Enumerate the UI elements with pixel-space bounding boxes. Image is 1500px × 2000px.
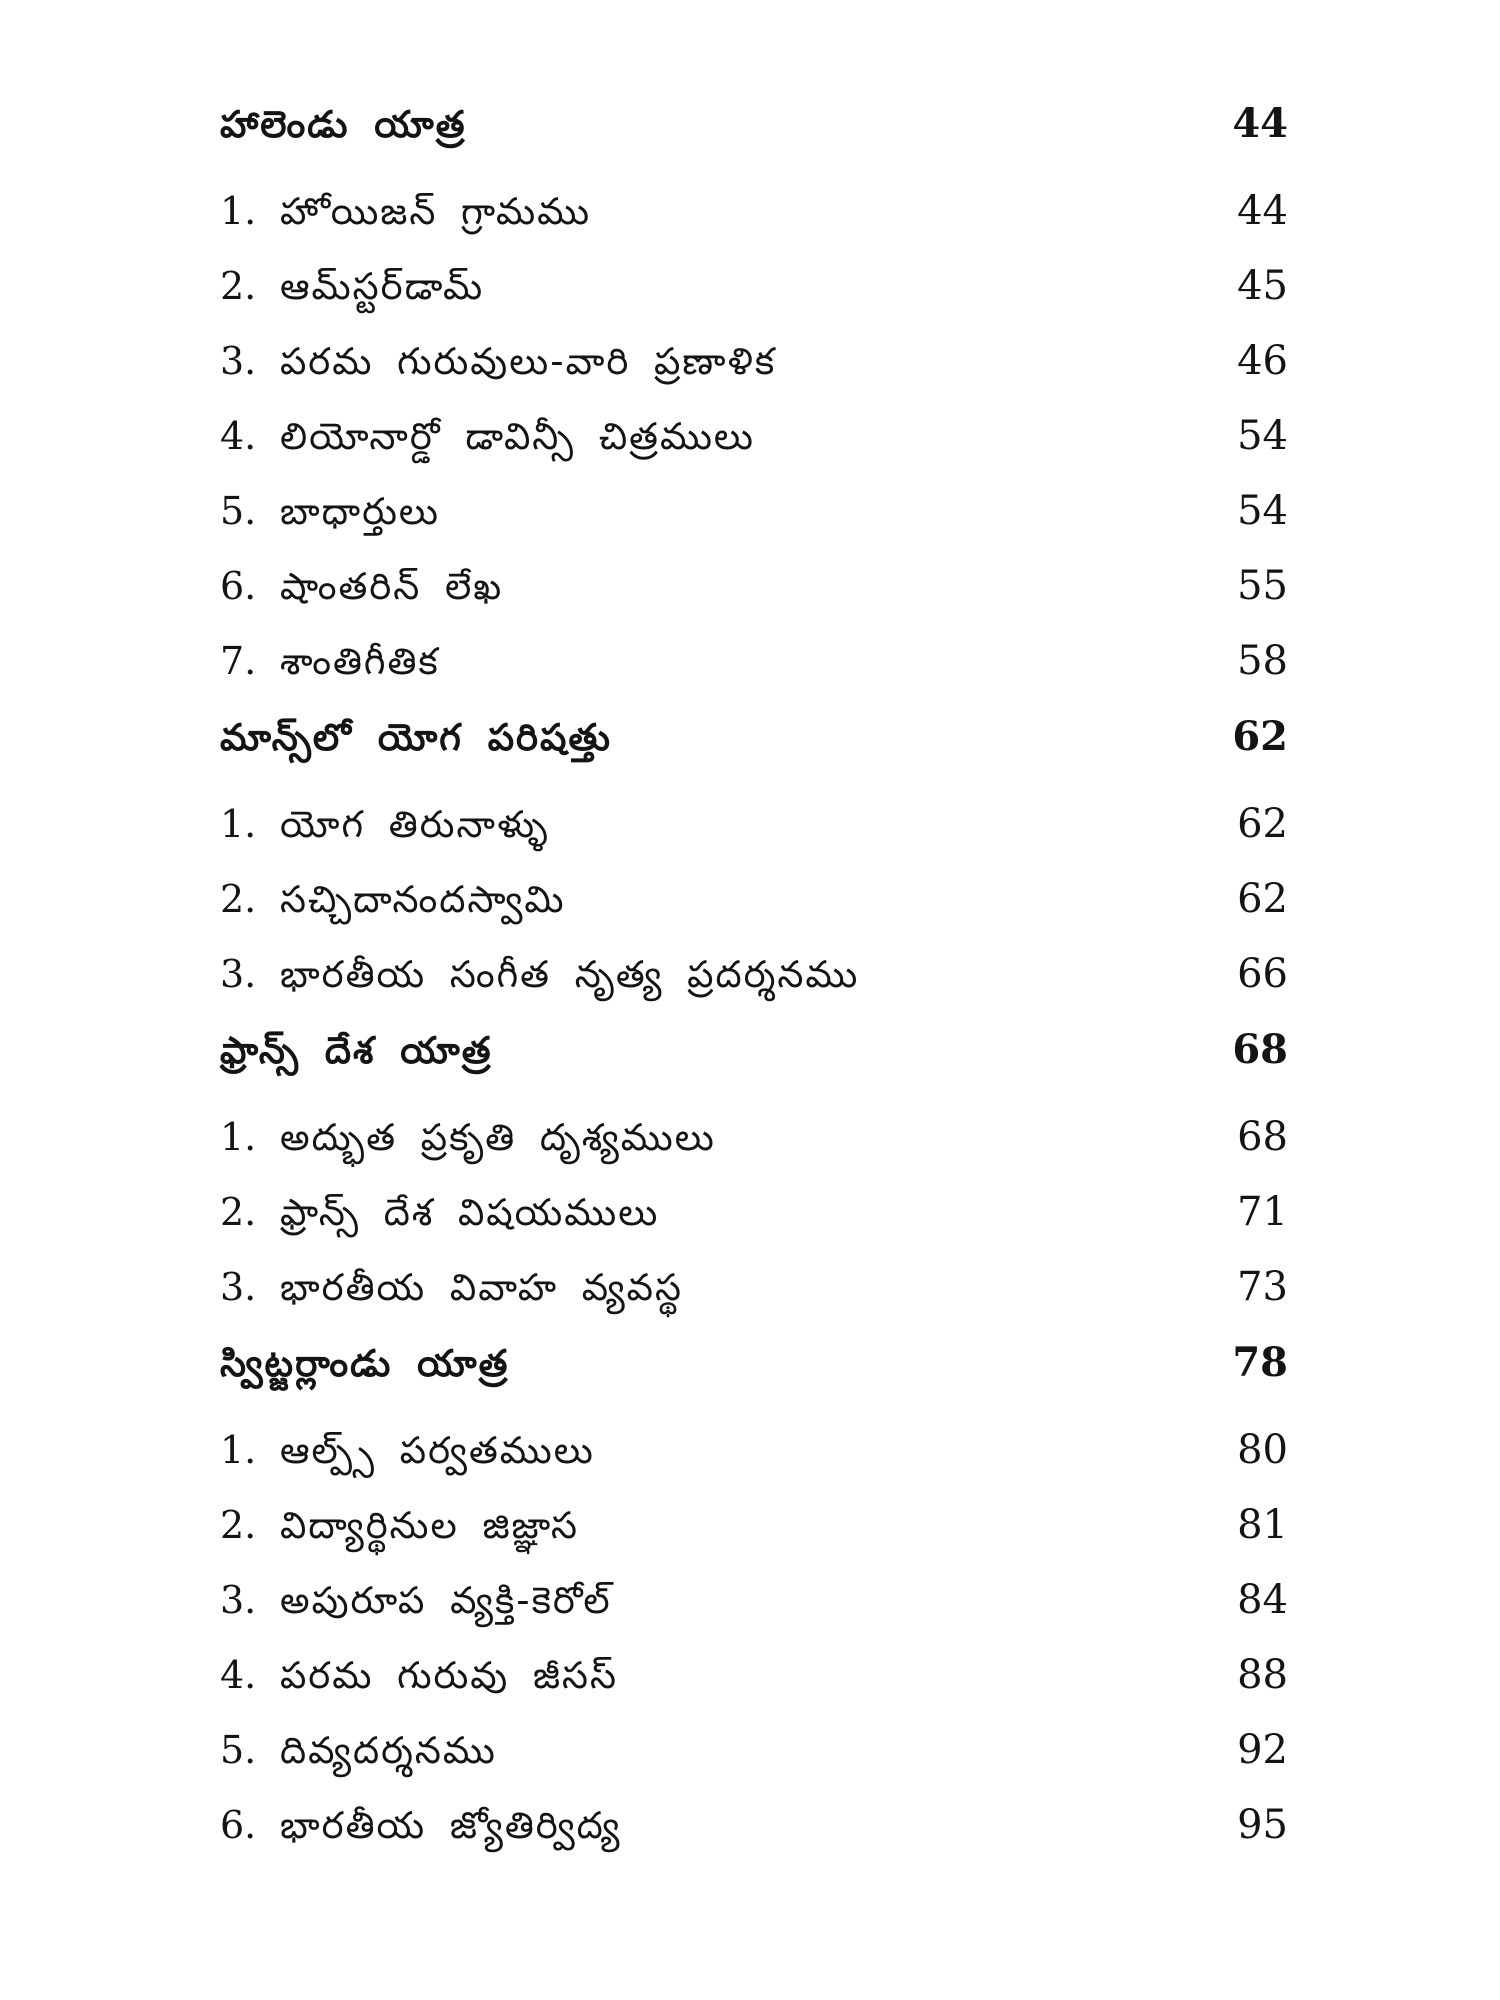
entry-number: 7.: [220, 639, 257, 683]
toc-entry: [220, 1427, 1300, 1502]
toc-entry: [220, 876, 1300, 951]
section-page-number: 68: [1232, 1026, 1288, 1073]
entry-title: బాధార్తులు: [280, 490, 440, 533]
entry-title: ఆల్ప్స్ పర్వతములు: [280, 1429, 595, 1472]
entry-title: విద్యార్థినుల జిజ్ఞాస: [280, 1504, 580, 1547]
entry-title: శాంతిగీతిక: [280, 640, 440, 683]
entry-number: 2.: [220, 1190, 257, 1234]
entry-number: 5.: [220, 1728, 257, 1772]
entry-page-number: 68: [1237, 1114, 1288, 1160]
entry-page-number: 66: [1237, 951, 1288, 997]
entry-title: ఆమ్‌స్టర్‌డామ్: [280, 265, 485, 308]
entry-page-number: 81: [1237, 1502, 1288, 1548]
entry-title: భారతీయ వివాహ వ్యవస్థ: [280, 1266, 683, 1309]
toc-entry: [220, 801, 1300, 876]
section-title: స్విట్జర్లాండు యాత్ర: [220, 1342, 510, 1385]
section-title: మాన్స్‌లో యోగ పరిషత్తు: [220, 716, 612, 759]
entry-number: 3.: [220, 1578, 257, 1622]
section-title: హాలెండు యాత్ర: [220, 103, 467, 146]
entry-title: అపురూప వ్యక్తి-కెరోల్: [280, 1579, 612, 1622]
toc-entry: [220, 1114, 1300, 1189]
entry-page-number: 62: [1237, 801, 1288, 847]
entry-title: పరమ గురువులు-వారి ప్రణాళిక: [280, 340, 777, 383]
entry-number: 1.: [220, 1428, 257, 1472]
entry-page-number: 80: [1237, 1427, 1288, 1473]
toc-entry: [220, 563, 1300, 638]
section-page-number: 44: [1232, 100, 1288, 147]
entry-page-number: 54: [1237, 413, 1288, 459]
entry-title: హోయిజన్ గ్రామము: [280, 190, 592, 233]
entry-number: 3.: [220, 1265, 257, 1309]
toc-entry: [220, 1652, 1300, 1727]
entry-title: భారతీయ సంగీత నృత్య ప్రదర్శనము: [280, 953, 860, 996]
toc-entry: [220, 188, 1300, 263]
entry-title: యోగ తిరునాళ్ళు: [280, 803, 550, 846]
entry-page-number: 54: [1237, 488, 1288, 534]
table-of-contents: [220, 100, 1300, 1877]
entry-title: దివ్యదర్శనము: [280, 1729, 497, 1772]
toc-entry: [220, 263, 1300, 338]
entry-number: 1.: [220, 189, 257, 233]
entry-number: 3.: [220, 339, 257, 383]
entry-page-number: 46: [1237, 338, 1288, 384]
section-heading: [220, 1339, 1300, 1432]
entry-page-number: 58: [1237, 638, 1288, 684]
entry-number: 3.: [220, 952, 257, 996]
section-title: ఫ్రాన్స్ దేశ యాత్ర: [220, 1029, 493, 1072]
entry-page-number: 88: [1237, 1652, 1288, 1698]
toc-entry: [220, 1577, 1300, 1652]
toc-entry: [220, 338, 1300, 413]
entry-title: సచ్చిదానందస్వామి: [280, 878, 566, 921]
toc-entry: [220, 1727, 1300, 1802]
entry-title: లియోనార్డో డావిన్సీ చిత్రములు: [280, 415, 755, 458]
toc-entry: [220, 951, 1300, 1026]
entry-page-number: 62: [1237, 876, 1288, 922]
section-page-number: 62: [1232, 713, 1288, 760]
entry-page-number: 73: [1237, 1264, 1288, 1310]
entry-page-number: 45: [1237, 263, 1288, 309]
toc-entry: [220, 413, 1300, 488]
entry-page-number: 92: [1237, 1727, 1288, 1773]
entry-number: 1.: [220, 802, 257, 846]
entry-page-number: 44: [1237, 188, 1288, 234]
entry-number: 1.: [220, 1115, 257, 1159]
section-heading: [220, 100, 1300, 193]
section-heading: [220, 713, 1300, 806]
entry-title: అద్భుత ప్రకృతి దృశ్యములు: [280, 1116, 716, 1159]
toc-entry: [220, 488, 1300, 563]
section-heading: [220, 1026, 1300, 1119]
entry-number: 4.: [220, 414, 257, 458]
entry-title: షాంతరిన్ లేఖ: [280, 565, 504, 608]
entry-page-number: 55: [1237, 563, 1288, 609]
entry-page-number: 95: [1237, 1802, 1288, 1848]
entry-number: 4.: [220, 1653, 257, 1697]
toc-entry: [220, 1189, 1300, 1264]
entry-number: 5.: [220, 489, 257, 533]
toc-entry: [220, 638, 1300, 713]
entry-number: 6.: [220, 564, 257, 608]
entry-title: పరమ గురువు జీసస్: [280, 1654, 618, 1697]
entry-number: 2.: [220, 877, 257, 921]
entry-number: 2.: [220, 264, 257, 308]
toc-entry: [220, 1502, 1300, 1577]
entry-number: 2.: [220, 1503, 257, 1547]
entry-page-number: 71: [1237, 1189, 1288, 1235]
entry-number: 6.: [220, 1803, 257, 1847]
toc-entry: [220, 1802, 1300, 1877]
section-page-number: 78: [1232, 1339, 1288, 1386]
entry-page-number: 84: [1237, 1577, 1288, 1623]
entry-title: భారతీయ జ్యోతిర్విద్య: [280, 1804, 622, 1847]
entry-title: ఫ్రాన్స్ దేశ విషయములు: [280, 1191, 660, 1234]
toc-entry: [220, 1264, 1300, 1339]
